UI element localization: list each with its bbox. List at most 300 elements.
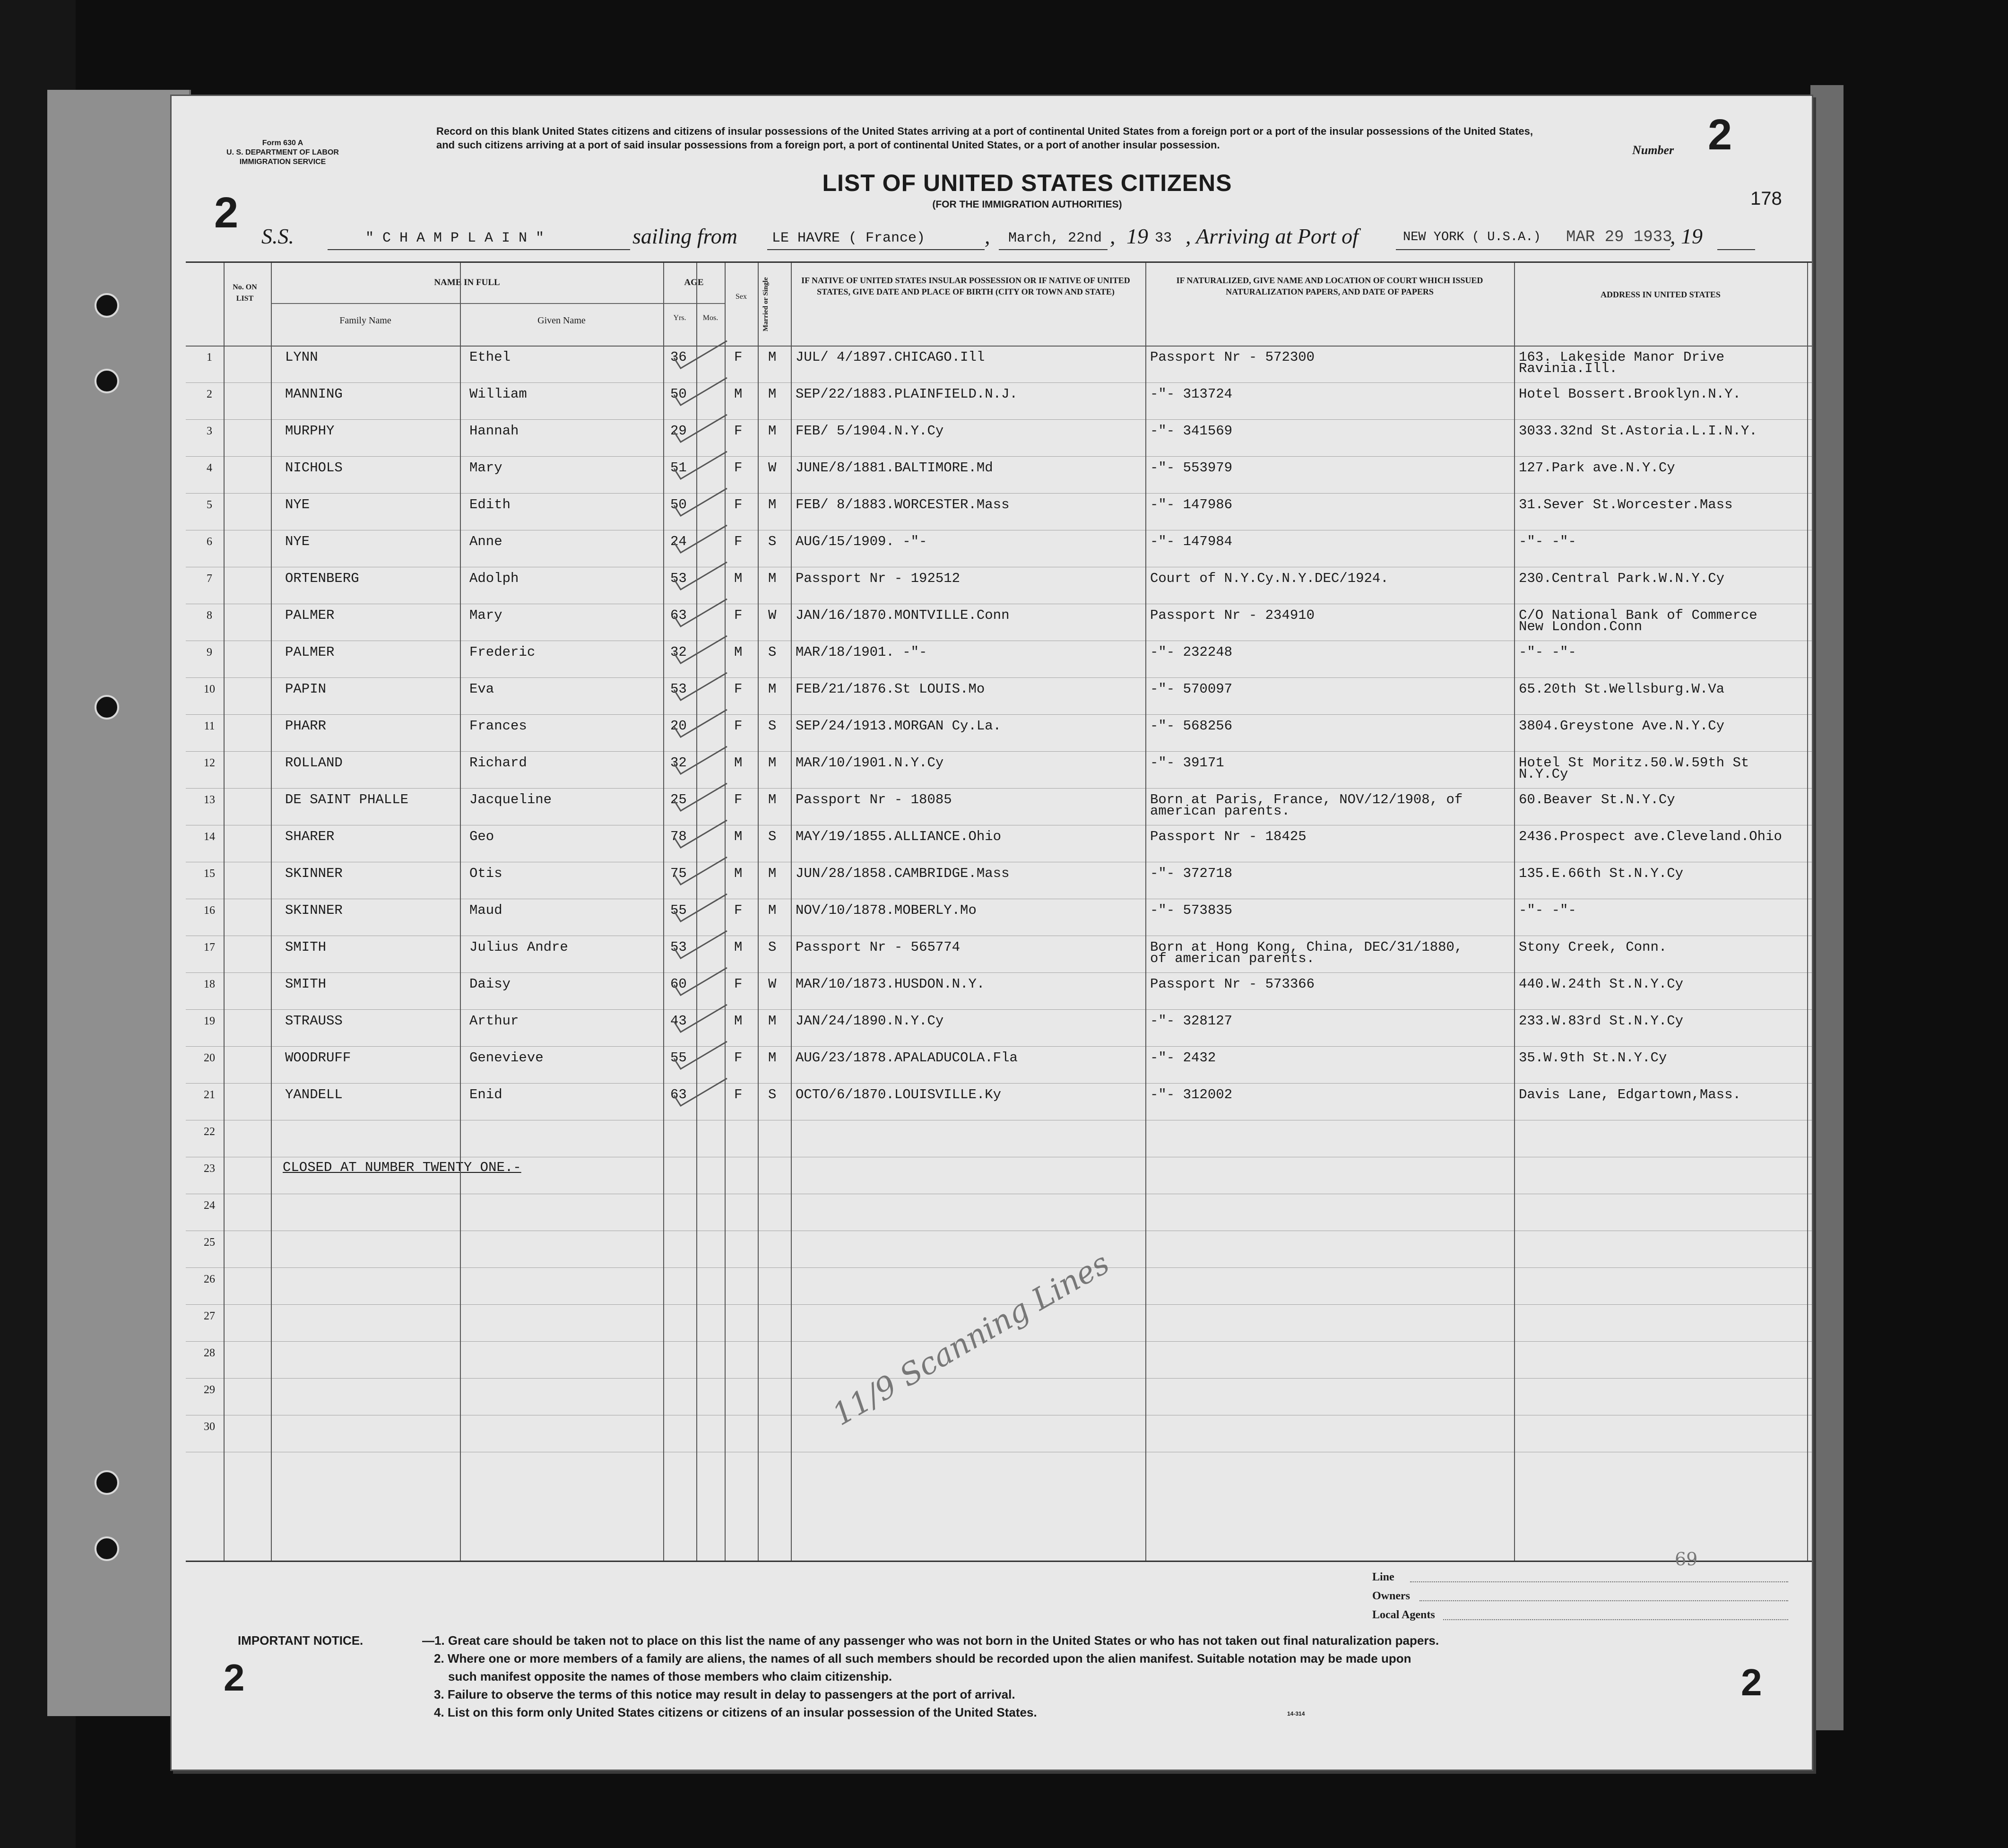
table-row bbox=[186, 1009, 1812, 1046]
marital-status-cell: M bbox=[768, 755, 777, 771]
year-label: , 19 bbox=[1670, 224, 1703, 248]
given-name-cell: Maud bbox=[469, 902, 502, 918]
marital-status-cell: M bbox=[768, 497, 777, 512]
line-number: 11 bbox=[204, 720, 215, 732]
sex-cell: F bbox=[734, 460, 743, 476]
birth-cell: SEP/22/1883.PLAINFIELD.N.J. bbox=[796, 386, 1018, 402]
given-name-cell: Otis bbox=[469, 866, 502, 881]
birth-cell: Passport Nr - 565774 bbox=[796, 939, 961, 955]
address-cell-continued: Ravinia.Ill. bbox=[1519, 361, 1618, 376]
birth-cell: MAR/18/1901. -"- bbox=[796, 644, 927, 660]
line-number: 19 bbox=[204, 1015, 215, 1027]
age-cell: 25 bbox=[670, 792, 687, 807]
birth-cell: OCTO/6/1870.LOUISVILLE.Ky bbox=[796, 1087, 1002, 1102]
naturalization-cell: -"- 570097 bbox=[1150, 681, 1233, 697]
family-name-cell: STRAUSS bbox=[285, 1013, 343, 1029]
check-mark-icon bbox=[670, 486, 732, 520]
given-name-cell: Frederic bbox=[469, 644, 536, 660]
age-cell: 75 bbox=[670, 866, 687, 881]
notice-item-2: 2. Where one or more members of a family are aliens, the names of all such members should be recorded upon the alien manifest. Suitable notation may be made upon bbox=[434, 1651, 1411, 1666]
table-row bbox=[186, 714, 1812, 751]
family-name-cell: PALMER bbox=[285, 644, 335, 660]
age-cell: 32 bbox=[670, 644, 687, 660]
birth-cell: JUL/ 4/1897.CHICAGO.Ill bbox=[796, 349, 985, 365]
table-row bbox=[186, 677, 1812, 714]
handwritten-note: 11/9 Scanning Lines bbox=[826, 1246, 1116, 1433]
line-number: 14 bbox=[204, 831, 215, 843]
year-prefix: 19 bbox=[1126, 224, 1148, 248]
marital-status-cell: M bbox=[768, 681, 777, 697]
given-name-cell: Mary bbox=[469, 607, 502, 623]
naturalization-cell: Passport Nr - 573366 bbox=[1150, 976, 1315, 992]
manifest-sheet bbox=[170, 95, 1813, 1771]
family-name-cell: NICHOLS bbox=[285, 460, 343, 476]
table-row bbox=[186, 825, 1812, 862]
marital-status-cell: S bbox=[768, 718, 777, 734]
given-name-cell: Richard bbox=[469, 755, 527, 771]
naturalization-cell: -"- 573835 bbox=[1150, 902, 1233, 918]
sex-cell: F bbox=[734, 718, 743, 734]
family-name-cell: PALMER bbox=[285, 607, 335, 623]
line-label: Line bbox=[1372, 1571, 1394, 1583]
age-cell: 36 bbox=[670, 349, 687, 365]
marital-status-cell: M bbox=[768, 571, 777, 586]
family-name-cell: SKINNER bbox=[285, 866, 343, 881]
notice-item-2-continued: such manifest opposite the names of those members who claim citizenship. bbox=[448, 1669, 892, 1683]
family-name-cell: WOODRUFF bbox=[285, 1050, 351, 1066]
marital-status-cell: M bbox=[768, 1013, 777, 1029]
birth-cell: JAN/16/1870.MONTVILLE.Conn bbox=[796, 607, 1010, 623]
table-row bbox=[186, 788, 1812, 825]
birth-cell: Passport Nr - 18085 bbox=[796, 792, 952, 807]
line-number: 26 bbox=[204, 1273, 215, 1285]
given-name-cell: Frances bbox=[469, 718, 527, 734]
age-cell: 63 bbox=[670, 1087, 687, 1102]
check-mark-icon bbox=[670, 376, 732, 409]
line-number: 4 bbox=[207, 462, 212, 474]
number-value: 2 bbox=[1708, 111, 1732, 159]
address-cell: Davis Lane, Edgartown,Mass. bbox=[1519, 1087, 1741, 1102]
bottom-right-mark: 2 bbox=[1741, 1661, 1762, 1703]
family-name-cell: SKINNER bbox=[285, 902, 343, 918]
line-number: 16 bbox=[204, 904, 215, 917]
underlying-page bbox=[47, 90, 191, 1716]
address-cell: Hotel St Moritz.50.W.59th St bbox=[1519, 755, 1749, 771]
age-cell: 43 bbox=[670, 1013, 687, 1029]
line-number: 2 bbox=[207, 388, 212, 400]
table-row bbox=[186, 346, 1812, 382]
age-header: AGE bbox=[684, 278, 704, 287]
marital-status-cell: M bbox=[768, 423, 777, 439]
blank-row bbox=[186, 1378, 1812, 1415]
binder-hole bbox=[95, 1470, 119, 1495]
record-instructions: Record on this blank United States citizens and citizens of insular possessions of the United States arriving at a port of continental United States from a foreign port or a port of the insular possessions of the United States, and such citizens arriving at a port of said insular possessions from a foreign port, a port of continental United States, or a port of another insular possession. bbox=[436, 125, 1533, 151]
ss-label: S.S. bbox=[261, 224, 294, 248]
address-cell: 60.Beaver St.N.Y.Cy bbox=[1519, 792, 1675, 807]
given-name-cell: Jacqueline bbox=[469, 792, 552, 807]
family-name-cell: SMITH bbox=[285, 939, 327, 955]
marital-status-cell: S bbox=[768, 534, 777, 549]
family-name-cell: ROLLAND bbox=[285, 755, 343, 771]
naturalization-cell: -"- 312002 bbox=[1150, 1087, 1233, 1102]
sex-cell: F bbox=[734, 607, 743, 623]
check-mark-icon bbox=[670, 781, 732, 815]
voyage-line: S.S. " C H A M P L A I N " sailing from LE HAVRE ( France) , March, 22nd , 19 33 , Arriving at Port of NEW YORK ( U.S.A.) MAR 29 1933 , 19 bbox=[247, 224, 1807, 252]
sex-cell: F bbox=[734, 681, 743, 697]
marital-status-cell: W bbox=[768, 607, 777, 623]
check-mark-icon bbox=[670, 339, 732, 372]
address-cell: 35.W.9th St.N.Y.Cy bbox=[1519, 1050, 1667, 1066]
check-mark-icon bbox=[670, 1076, 732, 1110]
table-row bbox=[186, 936, 1812, 972]
line-number: 8 bbox=[207, 609, 212, 622]
marital-status-cell: S bbox=[768, 829, 777, 844]
given-name-cell: William bbox=[469, 386, 527, 402]
marital-status-cell: M bbox=[768, 1050, 777, 1066]
sex-cell: M bbox=[734, 829, 743, 844]
marital-status-cell: M bbox=[768, 386, 777, 402]
address-cell: -"- -"- bbox=[1519, 644, 1576, 660]
page-edge bbox=[1810, 85, 1844, 1730]
blank-row bbox=[186, 1341, 1812, 1378]
family-name-cell: LYNN bbox=[285, 349, 318, 365]
ship-name: " C H A M P L A I N " bbox=[365, 230, 545, 246]
sex-cell: M bbox=[734, 939, 743, 955]
marital-status-cell: M bbox=[768, 792, 777, 807]
table-row bbox=[186, 604, 1812, 641]
check-mark-icon bbox=[670, 1040, 732, 1073]
bottom-left-mark: 2 bbox=[224, 1657, 245, 1699]
check-mark-icon bbox=[670, 597, 732, 630]
passenger-table bbox=[186, 261, 1812, 1570]
address-cell-continued: N.Y.Cy bbox=[1519, 766, 1568, 782]
binder-hole bbox=[95, 369, 119, 393]
address-cell: -"- -"- bbox=[1519, 534, 1576, 549]
age-cell: 53 bbox=[670, 939, 687, 955]
address-cell: 31.Sever St.Worcester.Mass bbox=[1519, 497, 1733, 512]
naturalization-cell: Court of N.Y.Cy.N.Y.DEC/1924. bbox=[1150, 571, 1389, 586]
naturalized-header: IF NATURALIZED, GIVE NAME AND LOCATION OF COURT WHICH ISSUED NATURALIZATION PAPERS, AND DATE OF PAPERS bbox=[1176, 276, 1483, 296]
marital-status-cell: M bbox=[768, 349, 777, 365]
check-mark-icon bbox=[670, 634, 732, 667]
list-number-mark: 2 bbox=[214, 189, 239, 237]
age-cell: 78 bbox=[670, 829, 687, 844]
check-mark-icon bbox=[670, 523, 732, 556]
line-number: 12 bbox=[204, 757, 215, 769]
check-mark-icon bbox=[670, 855, 732, 888]
line-number: 10 bbox=[204, 683, 215, 695]
blank-row bbox=[186, 1194, 1812, 1231]
given-name-cell: Daisy bbox=[469, 976, 511, 992]
table-row bbox=[186, 382, 1812, 419]
address-cell: 440.W.24th St.N.Y.Cy bbox=[1519, 976, 1684, 992]
naturalization-cell: -"- 232248 bbox=[1150, 644, 1233, 660]
address-cell-continued: New London.Conn bbox=[1519, 619, 1643, 634]
check-mark-icon bbox=[670, 671, 732, 704]
address-cell: 233.W.83rd St.N.Y.Cy bbox=[1519, 1013, 1684, 1029]
age-cell: 32 bbox=[670, 755, 687, 771]
line-number: 30 bbox=[204, 1421, 215, 1433]
age-cell: 55 bbox=[670, 902, 687, 918]
form-subtitle: (FOR THE IMMIGRATION AUTHORITIES) bbox=[932, 199, 1122, 210]
sex-cell: M bbox=[734, 571, 743, 586]
age-cell: 20 bbox=[670, 718, 687, 734]
naturalization-cell: -"- 341569 bbox=[1150, 423, 1233, 439]
birth-cell: MAY/19/1855.ALLIANCE.Ohio bbox=[796, 829, 1002, 844]
naturalization-cell: -"- 39171 bbox=[1150, 755, 1224, 771]
blank-row bbox=[186, 1415, 1812, 1452]
given-name-cell: Ethel bbox=[469, 349, 511, 365]
departure-port: LE HAVRE ( France) bbox=[772, 230, 926, 246]
address-cell: Hotel Bossert.Brooklyn.N.Y. bbox=[1519, 386, 1741, 402]
sex-cell: F bbox=[734, 792, 743, 807]
naturalization-cell: Passport Nr - 234910 bbox=[1150, 607, 1315, 623]
line-number: 5 bbox=[207, 499, 212, 511]
given-name-cell: Geo bbox=[469, 829, 494, 844]
check-mark-icon bbox=[670, 450, 732, 483]
form-number: Form 630 A bbox=[262, 139, 303, 147]
check-mark-icon bbox=[670, 560, 732, 593]
sex-cell: F bbox=[734, 902, 743, 918]
notice-item-1: —1. Great care should be taken not to place on this list the name of any passenger who was not born in the United States or who has not taken out final naturalization papers. bbox=[422, 1633, 1439, 1648]
birth-cell: MAR/10/1901.N.Y.Cy bbox=[796, 755, 944, 771]
address-cell: 65.20th St.Wellsburg.W.Va bbox=[1519, 681, 1725, 697]
family-name-cell: PAPIN bbox=[285, 681, 327, 697]
naturalization-cell: -"- 313724 bbox=[1150, 386, 1233, 402]
address-cell: 3033.32nd St.Astoria.L.I.N.Y. bbox=[1519, 423, 1757, 439]
address-cell: 127.Park ave.N.Y.Cy bbox=[1519, 460, 1675, 476]
address-cell: 2436.Prospect ave.Cleveland.Ohio bbox=[1519, 829, 1782, 844]
marital-status-cell: W bbox=[768, 976, 777, 992]
naturalization-cell: -"- 2432 bbox=[1150, 1050, 1216, 1066]
form-title: LIST OF UNITED STATES CITIZENS bbox=[822, 170, 1232, 196]
year-suffix: 33 bbox=[1155, 230, 1172, 246]
table-row bbox=[186, 641, 1812, 677]
given-name-cell: Adolph bbox=[469, 571, 519, 586]
years-header: Yrs. bbox=[673, 314, 686, 322]
birth-cell: JAN/24/1890.N.Y.Cy bbox=[796, 1013, 944, 1029]
line-number: 7 bbox=[207, 573, 212, 585]
check-mark-icon bbox=[670, 892, 732, 925]
notice-item-3: 3. Failure to observe the terms of this notice may result in delay to passengers at the port of arrival. bbox=[434, 1687, 1015, 1701]
line-number: 23 bbox=[204, 1163, 215, 1175]
check-mark-icon bbox=[670, 1003, 732, 1036]
age-cell: 24 bbox=[670, 534, 687, 549]
family-name-cell: NYE bbox=[285, 534, 310, 549]
sex-cell: F bbox=[734, 1087, 743, 1102]
birth-cell: JUNE/8/1881.BALTIMORE.Md bbox=[796, 460, 993, 476]
naturalization-cell: -"- 328127 bbox=[1150, 1013, 1233, 1029]
departure-date: March, 22nd bbox=[1008, 230, 1102, 246]
binder-hole bbox=[95, 1536, 119, 1561]
naturalization-cell: -"- 147984 bbox=[1150, 534, 1233, 549]
line-number: 17 bbox=[204, 941, 215, 954]
birth-header: IF NATIVE OF UNITED STATES INSULAR POSSESSION OR IF NATIVE OF UNITED STATES, GIVE DATE AND PLACE OF BIRTH (CITY OR TOWN AND STATE) bbox=[801, 276, 1130, 296]
family-name-cell: MANNING bbox=[285, 386, 343, 402]
line-number: 18 bbox=[204, 978, 215, 990]
age-cell: 53 bbox=[670, 571, 687, 586]
age-cell: 51 bbox=[670, 460, 687, 476]
sex-cell: M bbox=[734, 644, 743, 660]
sex-cell: F bbox=[734, 976, 743, 992]
form-header bbox=[205, 139, 361, 167]
table-row bbox=[186, 1083, 1812, 1120]
table-row bbox=[186, 567, 1812, 604]
line-number: 29 bbox=[204, 1384, 215, 1396]
line-number: 6 bbox=[207, 536, 212, 548]
naturalization-cell: -"- 372718 bbox=[1150, 866, 1233, 881]
given-name-header: Given Name bbox=[537, 315, 586, 326]
binder-hole bbox=[95, 293, 119, 318]
birth-cell: Passport Nr - 192512 bbox=[796, 571, 961, 586]
age-cell: 53 bbox=[670, 681, 687, 697]
line-number: 15 bbox=[204, 868, 215, 880]
family-name-cell: DE SAINT PHALLE bbox=[285, 792, 409, 807]
sex-cell: M bbox=[734, 866, 743, 881]
family-name-cell: SHARER bbox=[285, 829, 335, 844]
birth-cell: FEB/ 5/1904.N.Y.Cy bbox=[796, 423, 944, 439]
address-cell: 230.Central Park.W.N.Y.Cy bbox=[1519, 571, 1725, 586]
sex-cell: F bbox=[734, 423, 743, 439]
line-number: 27 bbox=[204, 1310, 215, 1322]
table-row bbox=[186, 1046, 1812, 1083]
naturalization-cell-continued: american parents. bbox=[1150, 803, 1290, 819]
address-cell: 3804.Greystone Ave.N.Y.Cy bbox=[1519, 718, 1725, 734]
naturalization-cell: Passport Nr - 572300 bbox=[1150, 349, 1315, 365]
naturalization-cell: -"- 568256 bbox=[1150, 718, 1233, 734]
owners-label: Owners bbox=[1372, 1590, 1410, 1602]
birth-cell: AUG/23/1878.APALADUCOLA.Fla bbox=[796, 1050, 1018, 1066]
check-mark-icon bbox=[670, 929, 732, 962]
age-cell: 60 bbox=[670, 976, 687, 992]
marital-status-cell: S bbox=[768, 1087, 777, 1102]
address-cell: 163. Lakeside Manor Drive bbox=[1519, 349, 1725, 365]
check-mark-icon bbox=[670, 966, 732, 999]
blank-row bbox=[186, 1231, 1812, 1267]
table-row bbox=[186, 862, 1812, 899]
age-cell: 50 bbox=[670, 386, 687, 402]
address-cell: Stony Creek, Conn. bbox=[1519, 939, 1667, 955]
table-row bbox=[186, 493, 1812, 530]
family-name-cell: YANDELL bbox=[285, 1087, 343, 1102]
given-name-cell: Enid bbox=[469, 1087, 502, 1102]
given-name-cell: Genevieve bbox=[469, 1050, 544, 1066]
notice-item-4: 4. List on this form only United States citizens or citizens of an insular possession of the United States. bbox=[434, 1705, 1037, 1719]
line-number: 22 bbox=[204, 1126, 215, 1138]
given-name-cell: Anne bbox=[469, 534, 502, 549]
sex-cell: F bbox=[734, 497, 743, 512]
table-row bbox=[186, 456, 1812, 493]
birth-cell: FEB/21/1876.St LOUIS.Mo bbox=[796, 681, 985, 697]
blank-row bbox=[186, 1267, 1812, 1304]
binder-hole bbox=[95, 695, 119, 720]
age-cell: 29 bbox=[670, 423, 687, 439]
page-number: 178 bbox=[1750, 188, 1782, 209]
given-name-cell: Arthur bbox=[469, 1013, 519, 1029]
arriving-label: , Arriving at Port of bbox=[1186, 224, 1359, 248]
sex-header: Sex bbox=[736, 293, 747, 301]
birth-cell: AUG/15/1909. -"- bbox=[796, 534, 927, 549]
given-name-cell: Hannah bbox=[469, 423, 519, 439]
address-header: ADDRESS IN UNITED STATES bbox=[1601, 290, 1721, 299]
naturalization-cell: Passport Nr - 18425 bbox=[1150, 829, 1307, 844]
given-name-cell: Mary bbox=[469, 460, 502, 476]
naturalization-cell-continued: of american parents. bbox=[1150, 951, 1315, 966]
table-row bbox=[186, 530, 1812, 567]
table-row bbox=[186, 972, 1812, 1009]
address-cell: 135.E.66th St.N.Y.Cy bbox=[1519, 866, 1684, 881]
sex-cell: M bbox=[734, 1013, 743, 1029]
given-name-cell: Edith bbox=[469, 497, 511, 512]
table-row bbox=[186, 419, 1812, 456]
handwritten-count: 69 bbox=[1675, 1549, 1698, 1570]
age-cell: 63 bbox=[670, 607, 687, 623]
family-name-cell: SMITH bbox=[285, 976, 327, 992]
table-row bbox=[186, 751, 1812, 788]
line-number: 20 bbox=[204, 1052, 215, 1064]
marital-status-cell: M bbox=[768, 902, 777, 918]
number-label: Number bbox=[1632, 143, 1674, 157]
family-name-cell: NYE bbox=[285, 497, 310, 512]
marital-status-cell: M bbox=[768, 866, 777, 881]
birth-cell: FEB/ 8/1883.WORCESTER.Mass bbox=[796, 497, 1010, 512]
family-name-cell: ORTENBERG bbox=[285, 571, 359, 586]
address-cell: C/O National Bank of Commerce bbox=[1519, 607, 1757, 623]
name-in-full-header: NAME IN FULL bbox=[434, 278, 500, 287]
department-name: U. S. DEPARTMENT OF LABOR bbox=[226, 148, 339, 156]
local-agents-label: Local Agents bbox=[1372, 1609, 1435, 1621]
check-mark-icon bbox=[670, 708, 732, 741]
given-name-cell: Eva bbox=[469, 681, 494, 697]
marital-status-cell: S bbox=[768, 939, 777, 955]
naturalization-cell: Born at Paris, France, NOV/12/1908, of bbox=[1150, 792, 1463, 807]
line-no-header: No. ON LIST bbox=[233, 283, 257, 303]
given-name-cell: Julius Andre bbox=[469, 939, 568, 955]
table-row bbox=[186, 899, 1812, 936]
closed-note: CLOSED AT NUMBER TWENTY ONE.- bbox=[283, 1160, 521, 1175]
line-number: 24 bbox=[204, 1199, 215, 1212]
naturalization-cell: Born at Hong Kong, China, DEC/31/1880, bbox=[1150, 939, 1463, 955]
sex-cell: F bbox=[734, 1050, 743, 1066]
naturalization-cell: -"- 553979 bbox=[1150, 460, 1233, 476]
birth-cell: MAR/10/1873.HUSDON.N.Y. bbox=[796, 976, 985, 992]
arrival-port: NEW YORK ( U.S.A.) bbox=[1403, 230, 1541, 244]
sex-cell: F bbox=[734, 349, 743, 365]
sailing-from-label: sailing from bbox=[632, 224, 737, 248]
sex-cell: M bbox=[734, 755, 743, 771]
service-name: IMMIGRATION SERVICE bbox=[239, 158, 326, 166]
marital-status-cell: S bbox=[768, 644, 777, 660]
print-code: 14-314 bbox=[1287, 1710, 1305, 1717]
family-name-cell: PHARR bbox=[285, 718, 327, 734]
line-number: 21 bbox=[204, 1089, 215, 1101]
arrival-stamp: MAR 29 1933 bbox=[1566, 228, 1672, 246]
age-cell: 50 bbox=[670, 497, 687, 512]
sex-cell: F bbox=[734, 534, 743, 549]
months-header: Mos. bbox=[702, 314, 718, 322]
family-name-header: Family Name bbox=[339, 315, 391, 326]
marital-header: Married or Single bbox=[762, 277, 770, 331]
birth-cell: SEP/24/1913.MORGAN Cy.La. bbox=[796, 718, 1002, 734]
line-number: 25 bbox=[204, 1236, 215, 1249]
family-name-cell: MURPHY bbox=[285, 423, 335, 439]
naturalization-cell: -"- 147986 bbox=[1150, 497, 1233, 512]
birth-cell: JUN/28/1858.CAMBRIDGE.Mass bbox=[796, 866, 1010, 881]
birth-cell: NOV/10/1878.MOBERLY.Mo bbox=[796, 902, 977, 918]
line-number: 3 bbox=[207, 425, 212, 437]
notice-title: IMPORTANT NOTICE. bbox=[238, 1633, 364, 1648]
line-number: 13 bbox=[204, 794, 215, 806]
